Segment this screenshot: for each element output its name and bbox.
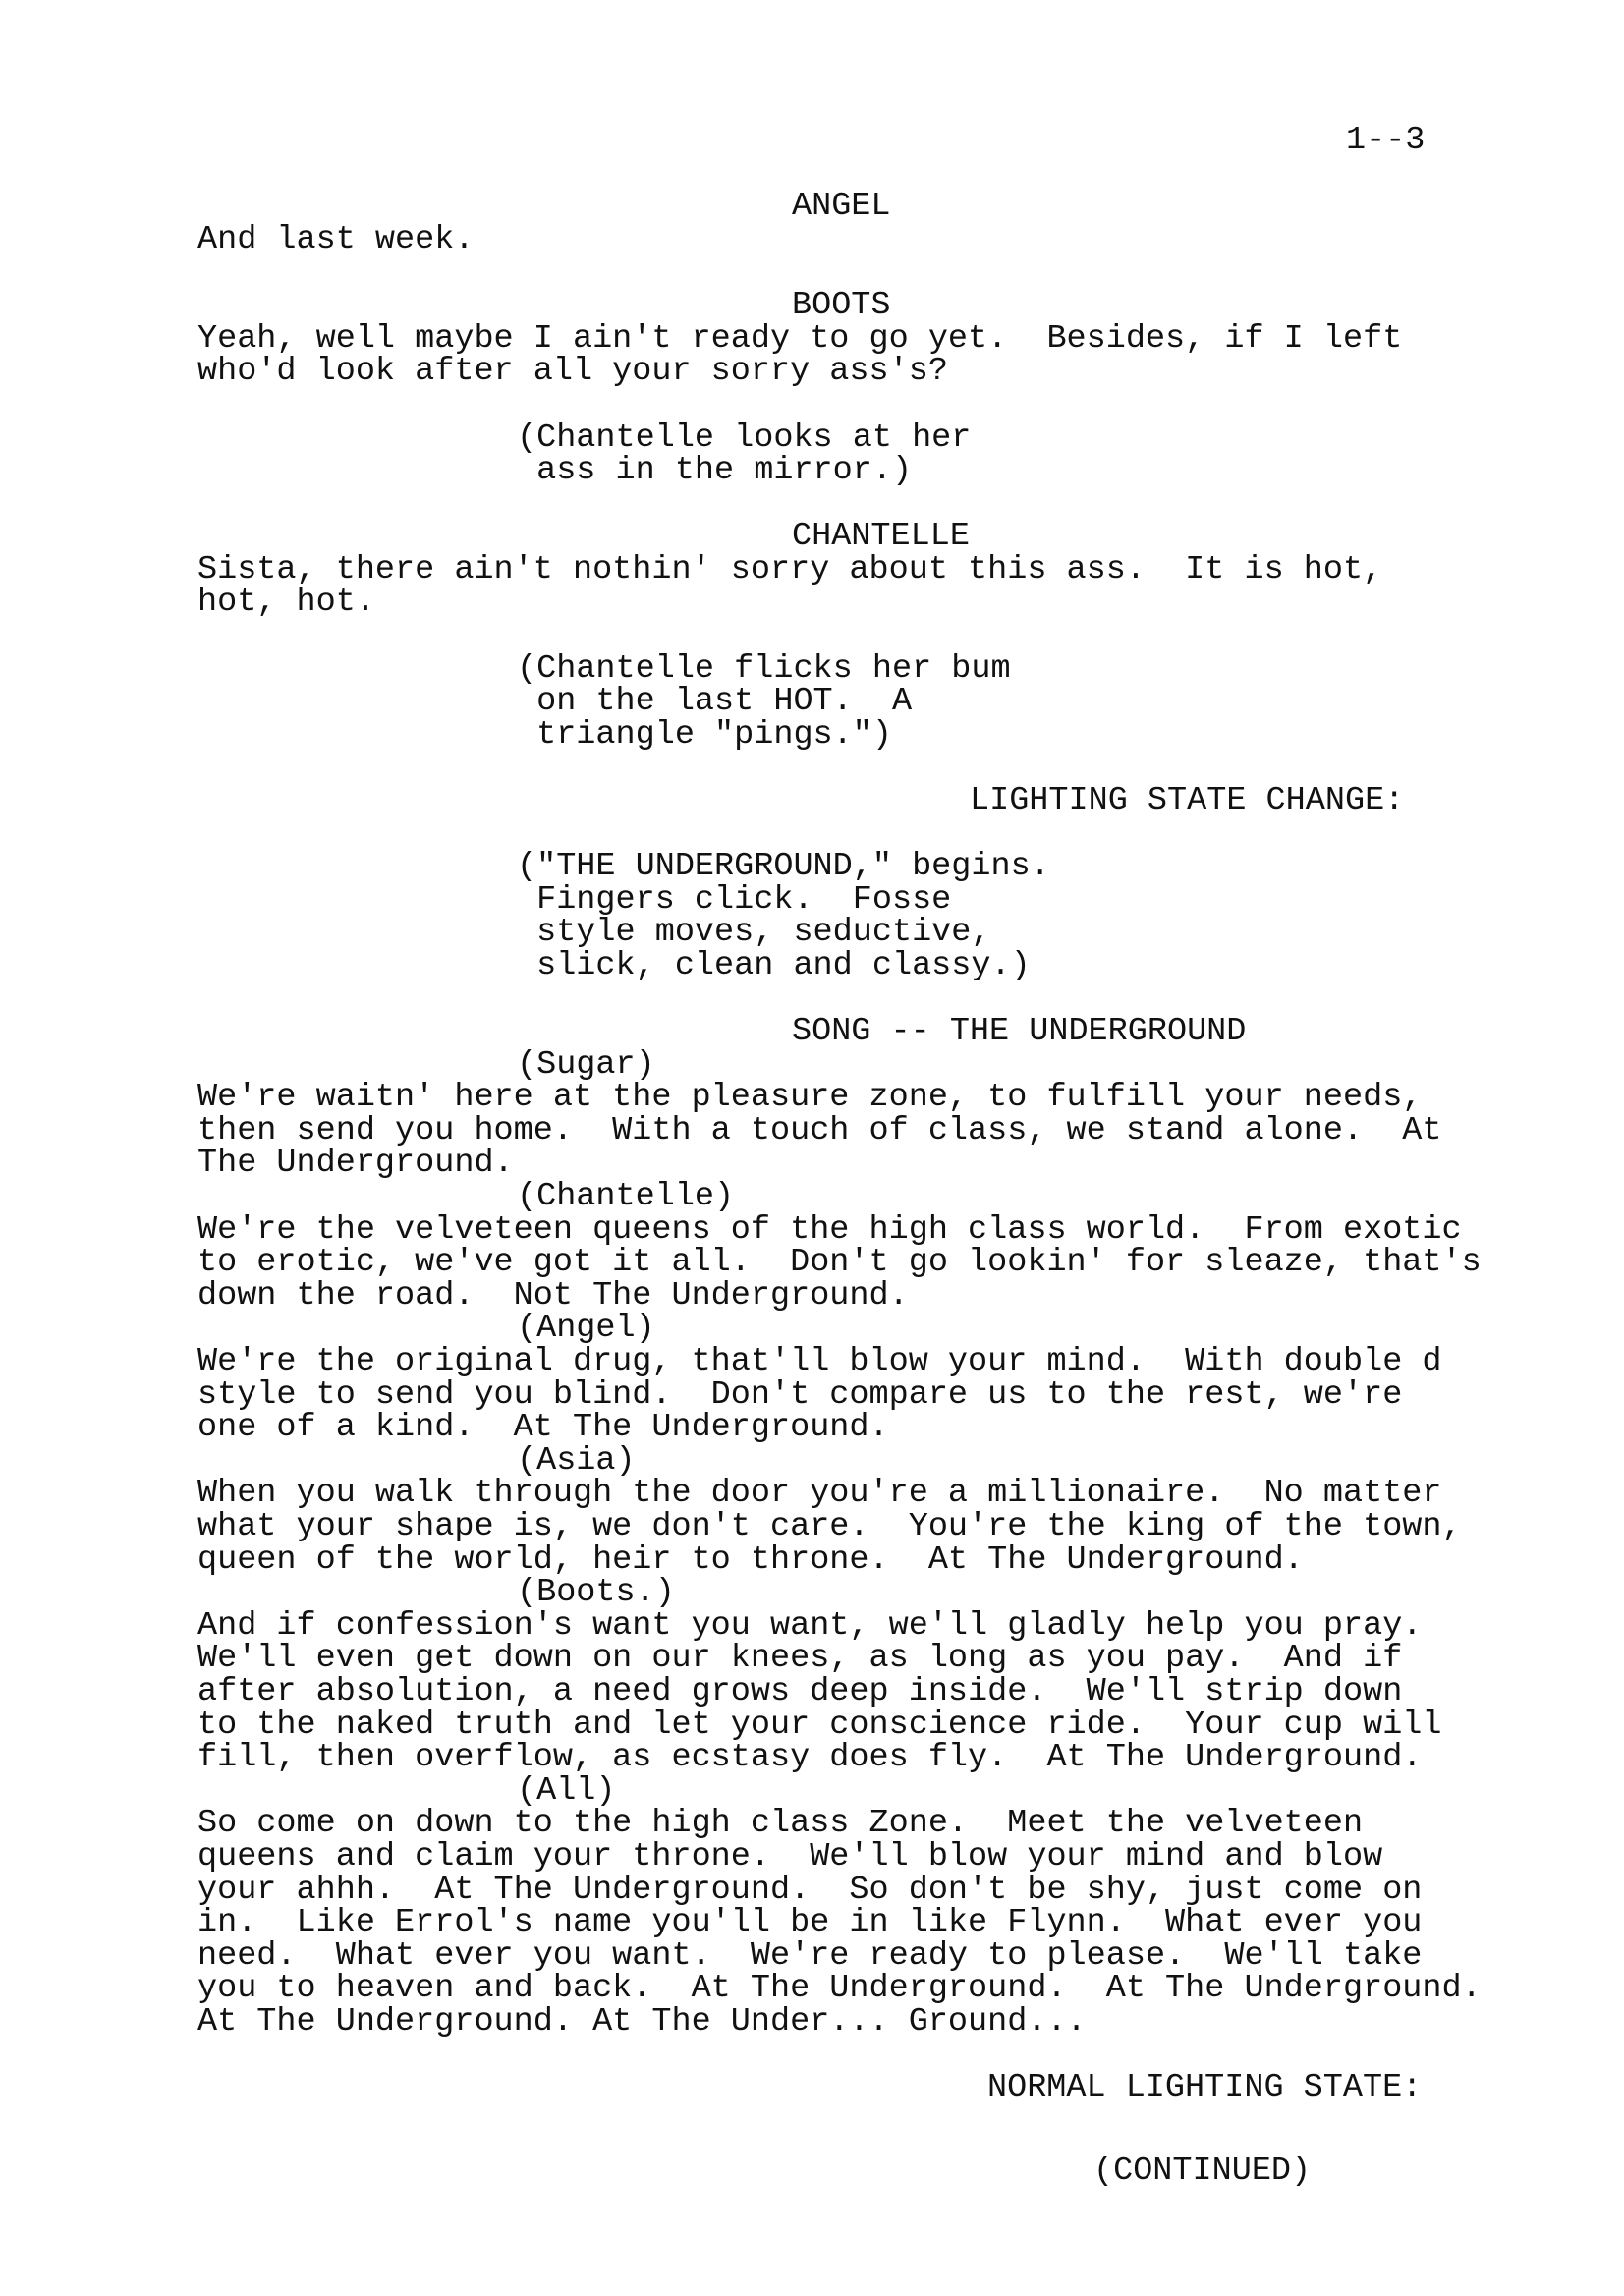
- dialogue-line: who'd look after all your sorry ass's?: [197, 353, 948, 390]
- transition: LIGHTING STATE CHANGE:: [970, 782, 1405, 819]
- lyric-line: The Underground.: [197, 1145, 514, 1182]
- lyric-line: in. Like Errol's name you'll be in like Flynn. What ever you: [197, 1904, 1423, 1941]
- lyric-line: So come on down to the high class Zone. Meet the velveteen: [197, 1805, 1364, 1842]
- dialogue-line: hot, hot.: [197, 584, 375, 621]
- singer-cue: (Sugar): [517, 1046, 655, 1084]
- lyric-line: to erotic, we've got it all. Don't go lookin' for sleaze, that's: [197, 1244, 1482, 1281]
- singer-cue: (Boots.): [517, 1574, 675, 1611]
- stage-direction-line: style moves, seductive,: [517, 914, 991, 951]
- lyric-line: one of a kind. At The Underground.: [197, 1409, 889, 1446]
- lyric-line: We're waitn' here at the pleasure zone, to fulfill your needs,: [197, 1079, 1423, 1116]
- stage-direction-line: on the last HOT. A: [517, 683, 913, 720]
- lyric-line: need. What ever you want. We're ready to please. We'll take: [197, 1937, 1423, 1975]
- lyric-line: your ahhh. At The Underground. So don't be shy, just come on: [197, 1872, 1423, 1909]
- stage-direction-line: slick, clean and classy.): [517, 947, 1031, 984]
- stage-direction-line: ass in the mirror.): [517, 452, 913, 489]
- singer-cue: (Chantelle): [517, 1178, 735, 1215]
- lyric-line: At The Underground. At The Under... Ground...: [197, 2003, 1087, 2041]
- dialogue-line: And last week.: [197, 221, 475, 258]
- lyric-line: down the road. Not The Underground.: [197, 1277, 909, 1315]
- lyric-line: We'll even get down on our knees, as long as you pay. And if: [197, 1640, 1403, 1677]
- stage-direction-line: triangle "pings."): [517, 716, 892, 754]
- stage-direction-line: (Chantelle looks at her: [517, 420, 972, 457]
- transition: NORMAL LIGHTING STATE:: [987, 2069, 1423, 2106]
- singer-cue: (Angel): [517, 1310, 655, 1347]
- page-number: 1--3: [1346, 122, 1426, 159]
- stage-direction-line: ("THE UNDERGROUND," begins.: [517, 848, 1050, 885]
- lyric-line: what your shape is, we don't care. You're the king of the town,: [197, 1508, 1462, 1545]
- continued-marker: (CONTINUED): [1093, 2153, 1312, 2190]
- lyric-line: you to heaven and back. At The Underground. At The Underground.: [197, 1970, 1482, 2007]
- singer-cue: (Asia): [517, 1442, 636, 1480]
- character-name: CHANTELLE: [792, 518, 970, 555]
- lyric-line: then send you home. With a touch of class, we stand alone. At: [197, 1112, 1442, 1149]
- lyric-line: When you walk through the door you're a millionaire. No matter: [197, 1475, 1442, 1512]
- character-name: ANGEL: [792, 188, 891, 225]
- dialogue-line: Sista, there ain't nothin' sorry about this ass. It is hot,: [197, 551, 1383, 588]
- dialogue-line: Yeah, well maybe I ain't ready to go yet. Besides, if I left: [197, 320, 1403, 358]
- lyric-line: queen of the world, heir to throne. At The Underground.: [197, 1541, 1304, 1579]
- lyric-line: to the naked truth and let your conscience ride. Your cup will: [197, 1707, 1442, 1744]
- stage-direction-line: Fingers click. Fosse: [517, 881, 952, 919]
- lyric-line: And if confession's want you want, we'll gladly help you pray.: [197, 1607, 1423, 1645]
- lyric-line: style to send you blind. Don't compare us to the rest, we're: [197, 1376, 1403, 1414]
- stage-direction-line: (Chantelle flicks her bum: [517, 650, 1011, 688]
- lyric-line: after absolution, a need grows deep inside. We'll strip down: [197, 1673, 1403, 1710]
- lyric-line: We're the velveteen queens of the high class world. From exotic: [197, 1211, 1462, 1249]
- lyric-line: fill, then overflow, as ecstasy does fly. At The Underground.: [197, 1739, 1423, 1776]
- lyric-line: queens and claim your throne. We'll blow your mind and blow: [197, 1838, 1383, 1876]
- lyric-line: We're the original drug, that'll blow your mind. With double d: [197, 1343, 1442, 1380]
- character-name: BOOTS: [792, 287, 891, 324]
- song-title: SONG -- THE UNDERGROUND: [792, 1013, 1247, 1050]
- singer-cue: (All): [517, 1772, 616, 1810]
